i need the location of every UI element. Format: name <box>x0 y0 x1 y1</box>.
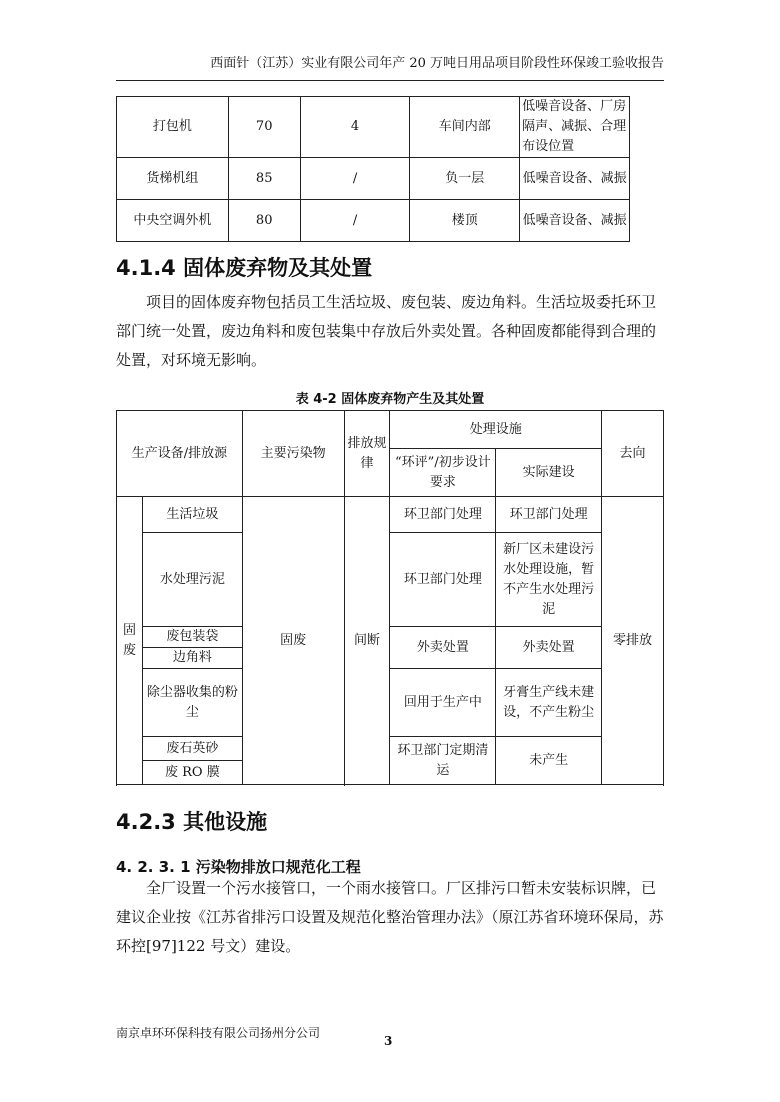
eia-cell: 外卖处置 <box>390 627 496 669</box>
waste-item: 边角料 <box>142 648 242 669</box>
header-eia: “环评”/初步设计要求 <box>390 449 496 497</box>
equipment-location: 楼顶 <box>410 200 520 242</box>
actual-cell: 环卫部门处理 <box>496 497 602 533</box>
table-row <box>117 669 664 737</box>
page-number: 3 <box>384 1034 393 1048</box>
waste-item: 废石英砂 <box>142 737 242 761</box>
section-heading-4-2-3: 4.2.3 其他设施 <box>116 810 268 834</box>
page-header: 西面针（江苏）实业有限公司年产 20 万吨日用品项目阶段性环保竣工验收报告 <box>210 56 664 71</box>
eia-cell: 环卫部门处理 <box>390 497 496 533</box>
table-row <box>117 533 664 627</box>
actual-cell: 外卖处置 <box>496 627 602 669</box>
section-heading-4-2-3-1: 4. 2. 3. 1 污染物排放口规范化工程 <box>116 858 361 876</box>
noise-measure: 低噪音设备、厂房隔声、减振、合理布设位置 <box>520 97 630 158</box>
eia-cell: 环卫部门处理 <box>390 533 496 627</box>
header-facility: 处理设施 <box>390 411 602 449</box>
equipment-name: 货梯机组 <box>117 158 229 200</box>
waste-item: 废 RO 膜 <box>142 761 242 785</box>
noise-level: 80 <box>228 200 300 242</box>
noise-measure: 低噪音设备、减振 <box>520 158 630 200</box>
equipment-name: 中央空调外机 <box>117 200 229 242</box>
table-caption: 表 4-2 固体废弃物产生及其处置 <box>295 392 485 407</box>
noise-level: 85 <box>228 158 300 200</box>
solid-waste-table <box>116 410 664 785</box>
header-pattern: 排放规律 <box>344 411 390 497</box>
actual-cell: 新厂区未建设污水处理设施，暂不产生水处理污泥 <box>496 533 602 627</box>
equipment-location: 负一层 <box>410 158 520 200</box>
equipment-name: 打包机 <box>117 97 229 158</box>
pattern-cell: 间断 <box>344 497 390 785</box>
section-heading-4-1-4: 4.1.4 固体废弃物及其处置 <box>116 256 373 280</box>
actual-cell: 牙膏生产线未建设，不产生粉尘 <box>496 669 602 737</box>
noise-table <box>116 96 630 242</box>
waste-item: 生活垃圾 <box>142 497 242 533</box>
section-paragraph: 全厂设置一个污水接管口，一个雨水接管口。厂区排污口暂未安装标识牌，已建议企业按《江苏省排污口设置及规范化整治管理办法》（原江苏省环境环保局，苏环控[97]122 号文）建设。 <box>116 879 664 955</box>
equipment-count: / <box>300 200 410 242</box>
table-row <box>117 97 630 158</box>
eia-cell: 回用于生产中 <box>390 669 496 737</box>
table-row <box>117 737 664 761</box>
header-destination: 去向 <box>602 411 664 497</box>
footer-company: 南京卓环环保科技有限公司扬州分公司 <box>116 1026 321 1040</box>
noise-level: 70 <box>228 97 300 158</box>
header-actual: 实际建设 <box>496 449 602 497</box>
equipment-count: / <box>300 158 410 200</box>
pollutant-cell: 固废 <box>242 497 344 785</box>
eia-cell: 环卫部门定期清运 <box>390 737 496 785</box>
table-row <box>117 497 664 533</box>
noise-measure: 低噪音设备、减振 <box>520 200 630 242</box>
waste-item: 水处理污泥 <box>142 533 242 627</box>
category-cell: 固废 <box>117 497 143 785</box>
table-header-row <box>117 411 664 449</box>
table-row <box>117 200 630 242</box>
table-row <box>117 627 664 648</box>
destination-cell: 零排放 <box>602 497 664 785</box>
header-rule <box>116 80 664 81</box>
table-row <box>117 158 630 200</box>
header-source: 生产设备/排放源 <box>117 411 243 497</box>
equipment-location: 车间内部 <box>410 97 520 158</box>
actual-cell: 未产生 <box>496 737 602 785</box>
waste-item: 废包装袋 <box>142 627 242 648</box>
equipment-count: 4 <box>300 97 410 158</box>
waste-item: 除尘器收集的粉尘 <box>142 669 242 737</box>
header-pollutant: 主要污染物 <box>242 411 344 497</box>
section-paragraph: 项目的固体废弃物包括员工生活垃圾、废包装、废边角料。生活垃圾委托环卫部门统一处置，废边角料和废包装集中存放后外卖处置。各种固废都能得到合理的处置，对环境无影响。 <box>116 293 657 369</box>
